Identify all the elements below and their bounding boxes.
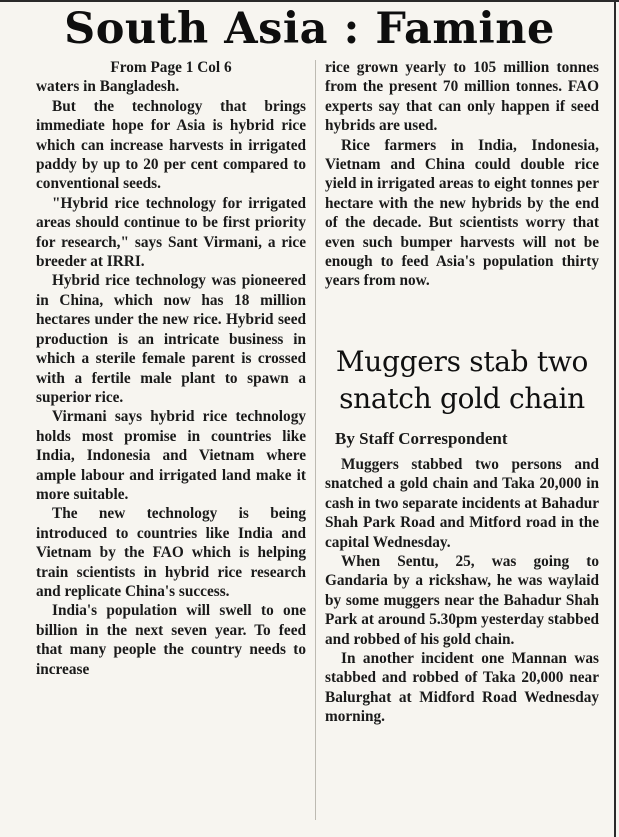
article-paragraph: Virmani says hybrid rice technology holds most promise in countries like India, Indonesia and Vietnam where ample labour and irrigated land make it more suitable. [36,408,306,503]
second-story-body [325,455,599,727]
article-paragraph: The new technology is being introduced to countries like India and Vietnam by the FAO which is helping train scientists in hybrid rice research and replicate China's success. [36,505,306,600]
continuation-note: From Page 1 Col 6 [110,59,232,76]
right-column-top [325,58,599,291]
article-paragraph: waters in Bangladesh. [36,78,180,96]
article-paragraph: India's population will swell to one billion in the next seven year. To feed that many people the country needs to increase [36,602,306,678]
article-paragraph: Muggers stabbed two persons and snatched a gold chain and Taka 20,000 in cash in two separate incidents at Bahadur Shah Park Road and Mitford road in the capital Wednesday. [325,456,599,551]
article-paragraph: "Hybrid rice technology for irrigated areas should continue to be first priority for research," says Sant Virmani, a rice breeder at IRRI. [36,194,306,271]
article-paragraph: Rice farmers in India, Indonesia, Vietnam and China could double rice yield in irrigated areas to eight tonnes per hectare with the new hybrids by the end of the decade. But scientists worry that even such bumper harvests will not be enough to feed Asia's population thirty years from now. [325,136,599,290]
byline: By Staff Correspondent [335,429,508,448]
article-paragraph: In another incident one Mannan was stabbed and robbed of Taka 20,000 near Balurghat at Midford Road Wednesday morning. [325,650,599,726]
article-paragraph: But the technology that brings immediate hope for Asia is hybrid rice which can increase harvests in irrigated paddy by up to 20 per cent compared to conventional seeds. [36,97,306,193]
second-story-headline: Muggers stab two snatch gold chain [335,345,589,415]
right-border [614,0,616,837]
left-column [36,58,306,679]
main-headline: South Asia : Famine [64,4,555,54]
column-divider [315,60,316,820]
article-paragraph: Hybrid rice technology was pioneered in China, which now has 18 million hectares under the new rice. Hybrid seed production is an intricate business in which a sterile female parent is crossed with a fertile male plant to spawn a superior rice. [36,272,306,406]
article-paragraph: rice grown yearly to 105 million tonnes from the present 70 million tonnes. FAO experts say that can only happen if seed hybrids are used. [325,59,599,135]
article-paragraph: When Sentu, 25, was going to Gandaria by a rickshaw, he was waylaid by some muggers near the Bahadur Shah Park at around 5.30pm yesterday stabbed and robbed of his gold chain. [325,553,599,648]
